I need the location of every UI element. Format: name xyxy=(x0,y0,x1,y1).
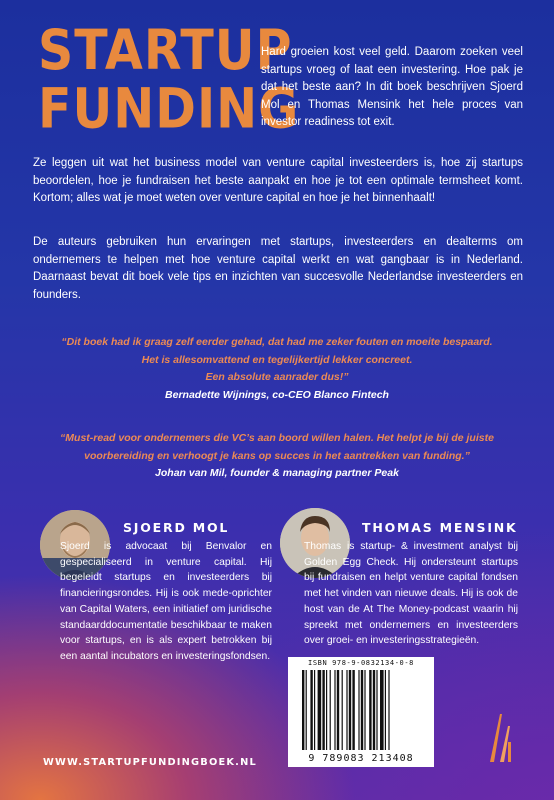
barcode-bar xyxy=(322,670,324,750)
barcode-bar xyxy=(337,670,339,750)
testimonial-1 xyxy=(30,334,524,404)
quote-author: Bernadette Wijnings, co-CEO Blanco Fintech xyxy=(165,388,389,401)
barcode-bar xyxy=(376,670,377,750)
quote-line: voorbereiding en verhoogt je kans op succes in het aantrekken van funding.” xyxy=(84,449,470,462)
body-paragraph-2: De auteurs gebruiken hun ervaringen met startups, investeerders en dealterms om ondernemers te helpen met hoe venture capital werkt en wat gangbaar is in Nederland. Daarnaast bevat dit boek vele tips en inzichten van succesvolle Nederlandse investeerders en founders. xyxy=(33,236,523,301)
barcode-bar xyxy=(369,670,371,750)
website-url: WWW.STARTUPFUNDINGBOEK.NL xyxy=(43,757,257,768)
author-bio-thomas: Thomas is startup- & investment analyst bij Golden Egg Check. Hij ondersteunt startups bij fundraisen en helpt venture capital fondsen met het vinden van nieuwe deals. Hij is ook de host van de At The Money-podcast waarin hij spreekt met ondernemers en investeerders over groei- en investeringsstrategieën. xyxy=(304,541,518,647)
barcode-bar xyxy=(330,670,331,750)
barcode-bar xyxy=(388,670,389,750)
barcode-bar xyxy=(346,670,347,750)
barcode-bar xyxy=(310,670,312,750)
barcode-bar xyxy=(326,670,327,750)
isbn-label: ISBN 978-9-0832134-0-8 xyxy=(308,659,414,667)
quote-line: Een absolute aanrader dus!” xyxy=(205,371,349,383)
barcode-bar xyxy=(358,670,359,750)
isbn-barcode xyxy=(288,657,434,767)
barcode-bar xyxy=(385,670,386,750)
barcode-bar xyxy=(306,670,307,750)
quote-line: “Must-read voor ondernemers die VC’s aan boord willen halen. Het helpt je bij de juiste xyxy=(60,432,494,444)
title-line-2: FUNDING xyxy=(38,76,300,141)
barcode-bar xyxy=(364,670,365,750)
barcode-bars xyxy=(288,657,434,767)
title-line-1: STARTUP xyxy=(38,18,293,83)
barcode-bar xyxy=(373,670,375,750)
author-bio-sjoerd: Sjoerd is advocaat bij Benvalor en gespecialiseerd in venture capital. Hij begeleidt startups en investeerders bij financieringsrondes. Hij is ook mede-oprichter van Capital Waters, een initiatief om juridische standaarddocumentatie beschikbaar te maken voor startups, en is als expert betrokken bij een aantal incubators en investeringsfondsen. xyxy=(60,541,272,662)
author-name-thomas: THOMAS MENSINK xyxy=(362,520,518,535)
barcode-bar xyxy=(302,670,304,750)
quote-author: Johan van Mil, founder & managing partner Peak xyxy=(155,467,399,479)
quote-line: Het is allesomvattend en tegelijkertijd lekker concreet. xyxy=(141,353,413,366)
barcode-bar xyxy=(342,670,343,750)
barcode-bar xyxy=(314,670,315,750)
barcode-bar xyxy=(380,670,384,750)
barcode-bar xyxy=(334,670,335,750)
barcode-bar xyxy=(352,670,354,750)
intro-paragraph: Hard groeien kost veel geld. Daarom zoeken veel startups vroeg of laat een investering. Hoe pak je dat het beste aan? In dit boek beschrijven Sjoerd Mol en Thomas Mensink het hele proces van investor readiness tot exit. xyxy=(261,46,523,128)
publisher-logo-icon xyxy=(488,712,514,764)
barcode-bar xyxy=(361,670,363,750)
quote-line: “Dit boek had ik graag zelf eerder gehad, dat had me zeker fouten en moeite bespaard. xyxy=(61,336,493,348)
isbn-digits: 9 789083 213408 xyxy=(308,753,414,764)
author-name-sjoerd: SJOERD MOL xyxy=(123,520,230,535)
body-paragraph-1: Ze leggen uit wat het business model van venture capital investeerders is, hoe zij startups beoordelen, hoe je fundraisen het beste aanpakt en hoe je tot een optimale termsheet komt. Kortom; alles wat je moet weten over venture capital en hoe je het binnenhaalt! xyxy=(33,157,523,204)
testimonial-2 xyxy=(30,430,524,483)
barcode-bar xyxy=(318,670,322,750)
barcode-bar xyxy=(349,670,351,750)
book-title xyxy=(38,18,300,141)
